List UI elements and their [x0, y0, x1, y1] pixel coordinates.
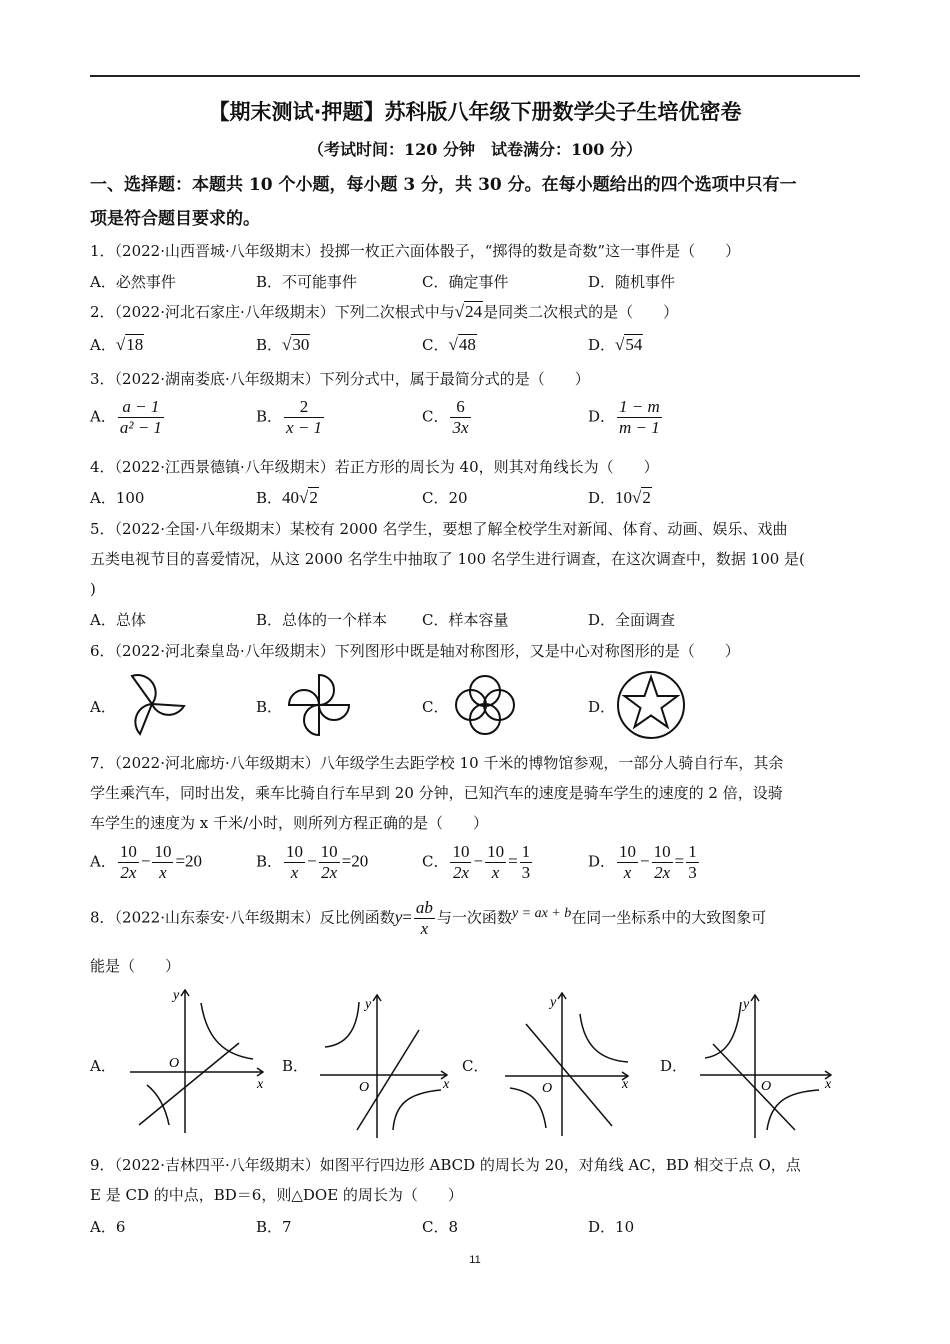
exam-info: （考试时间：120 分钟 试卷满分：100 分） — [308, 140, 642, 159]
q5-option-d[interactable]: D．全面调查 — [588, 611, 676, 629]
origin-label: O — [359, 1080, 370, 1095]
q7-option-d[interactable]: D． $\frac{10}{x}$ − $\frac{10}{2x}$ = $\frac{1}{3}$ — [588, 842, 697, 882]
q8-stem: 8．（2022·山东泰安·八年级期末）反比例函数y= $\frac{ab}{x}$ 与一次函数y = ax + b在同一坐标系中的大致图象可 — [90, 898, 767, 938]
x-axis-label: x — [257, 1077, 264, 1092]
x-axis-label: x — [622, 1077, 629, 1092]
q8-stem-cont: 能是（ ） — [90, 957, 181, 975]
q5-stem: 5．（2022·全国·八年级期末）某校有 2000 名学生，要想了解全校学生对新闻、体育、动画、娱乐、戏曲 五类电视节目的喜爱情况，从这 2000 名学生中抽取了 100 名学生进行调查，在这次调查中，数据 100 是( ) — [90, 520, 805, 598]
x-axis-label: x — [443, 1077, 450, 1092]
q8-graph-d — [695, 990, 840, 1140]
q8-option-c[interactable]: C． — [462, 1057, 489, 1075]
three-blade-pinwheel-icon — [118, 670, 186, 738]
q6-option-c[interactable]: C． — [422, 698, 449, 716]
q5-option-c[interactable]: C．样本容量 — [422, 611, 509, 629]
q8-option-b[interactable]: B． — [282, 1057, 309, 1075]
q8-option-a[interactable]: A． — [90, 1057, 116, 1075]
four-blade-pinwheel-icon — [286, 672, 352, 738]
four-circle-flower-icon — [450, 670, 520, 740]
q1-stem: 1．（2022·山西晋城·八年级期末）投掷一枚正六面体骰子，“掷得的数是奇数”这一事件是（ ） — [90, 242, 741, 260]
origin-label: O — [761, 1079, 772, 1094]
q9-option-d[interactable]: D．10 — [588, 1218, 635, 1236]
q8-graph-c — [500, 988, 645, 1138]
q1-option-a[interactable]: A．必然事件 — [90, 273, 176, 291]
y-axis-label: y — [365, 997, 372, 1012]
page-number: 11 — [469, 1254, 481, 1266]
origin-label: O — [169, 1056, 180, 1071]
q2-stem: 2．（2022·河北石家庄·八年级期末）下列二次根式中与√24是同类二次根式的是（ ） — [90, 302, 679, 321]
y-axis-label: y — [743, 997, 750, 1012]
q8-graph-b — [315, 990, 460, 1140]
q2-option-b[interactable]: B．√30 — [256, 335, 310, 354]
q9-option-b[interactable]: B．7 — [256, 1218, 292, 1236]
q4-option-a[interactable]: A．100 — [90, 489, 145, 507]
q3-option-b[interactable]: B． $\frac{2}{x - 1}$ — [256, 397, 323, 437]
q3-option-c[interactable]: C． $\frac{6}{3x}$ — [422, 397, 469, 437]
q1-option-d[interactable]: D．随机事件 — [588, 273, 676, 291]
q3-stem: 3．（2022·湖南娄底·八年级期末）下列分式中，属于最简分式的是（ ） — [90, 370, 590, 388]
top-rule — [90, 75, 860, 77]
q7-option-b[interactable]: B． $\frac{10}{x}$ − $\frac{10}{2x}$ =20 — [256, 842, 369, 882]
section-heading: 一、选择题：本题共 10 个小题，每小题 3 分，共 30 分。在每小题给出的四个选项中只有一 项是符合题目要求的。 — [90, 175, 797, 229]
q9-option-c[interactable]: C．8 — [422, 1218, 459, 1236]
star-in-circle-icon — [616, 670, 686, 740]
q8-option-d[interactable]: D． — [660, 1057, 688, 1075]
sqrt-24: √24 — [454, 302, 483, 321]
q6-option-b[interactable]: B． — [256, 698, 283, 716]
q7-stem: 7．（2022·河北廊坊·八年级期末）八年级学生去距学校 10 千米的博物馆参观，一部分人骑自行车，其余 学生乘汽车，同时出发，乘车比骑自行车早到 20 分钟，已知汽车的速度是骑车学生的速度的 2 倍，设骑 车学生的速度为 x 千米/小时，则所列方程正确的是（ ） — [90, 754, 784, 832]
y-axis-label: y — [550, 995, 557, 1010]
q7-option-c[interactable]: C． $\frac{10}{2x}$ − $\frac{10}{x}$ = $\frac{1}{3}$ — [422, 842, 531, 882]
q9-stem: 9．（2022·吉林四平·八年级期末）如图平行四边形 ABCD 的周长为 20，对角线 AC，BD 相交于点 O，点 E 是 CD 的中点，BD＝6，则△DOE 的周长为（ ） — [90, 1156, 801, 1204]
q3-option-a[interactable]: A． $\frac{a - 1}{\text{a² − 1}}$ — [90, 397, 162, 437]
q4-stem: 4．（2022·江西景德镇·八年级期末）若正方形的周长为 40，则其对角线长为（ ） — [90, 458, 659, 476]
origin-label: O — [542, 1081, 553, 1096]
y-axis-label: y — [173, 988, 180, 1003]
q6-stem: 6．（2022·河北秦皇岛·八年级期末）下列图形中既是轴对称图形，又是中心对称图形的是（ ） — [90, 642, 740, 660]
q5-option-a[interactable]: A．总体 — [90, 611, 146, 629]
q2-option-d[interactable]: D．√54 — [588, 335, 643, 354]
q1-option-c[interactable]: C．确定事件 — [422, 273, 509, 291]
q6-option-d[interactable]: D． — [588, 698, 616, 716]
q8-graph-a — [125, 985, 270, 1135]
q9-option-a[interactable]: A．6 — [90, 1218, 126, 1236]
q4-option-c[interactable]: C．20 — [422, 489, 468, 507]
q3-option-d[interactable]: D． $\frac{1 - m}{m - 1}$ — [588, 397, 660, 437]
q1-option-b[interactable]: B．不可能事件 — [256, 273, 358, 291]
q2-option-a[interactable]: A．√18 — [90, 335, 144, 354]
q4-option-b[interactable]: B．40√2 — [256, 488, 318, 507]
page-title: 【期末测试·押题】苏科版八年级下册数学尖子生培优密卷 — [208, 100, 742, 124]
x-axis-label: x — [825, 1077, 832, 1092]
q6-option-a[interactable]: A． — [90, 698, 116, 716]
q4-option-d[interactable]: D．10√2 — [588, 488, 651, 507]
q7-option-a[interactable]: A． $\frac{10}{2x}$ − $\frac{10}{x}$ =20 — [90, 842, 203, 882]
q2-option-c[interactable]: C．√48 — [422, 335, 476, 354]
q5-option-b[interactable]: B．总体的一个样本 — [256, 611, 388, 629]
